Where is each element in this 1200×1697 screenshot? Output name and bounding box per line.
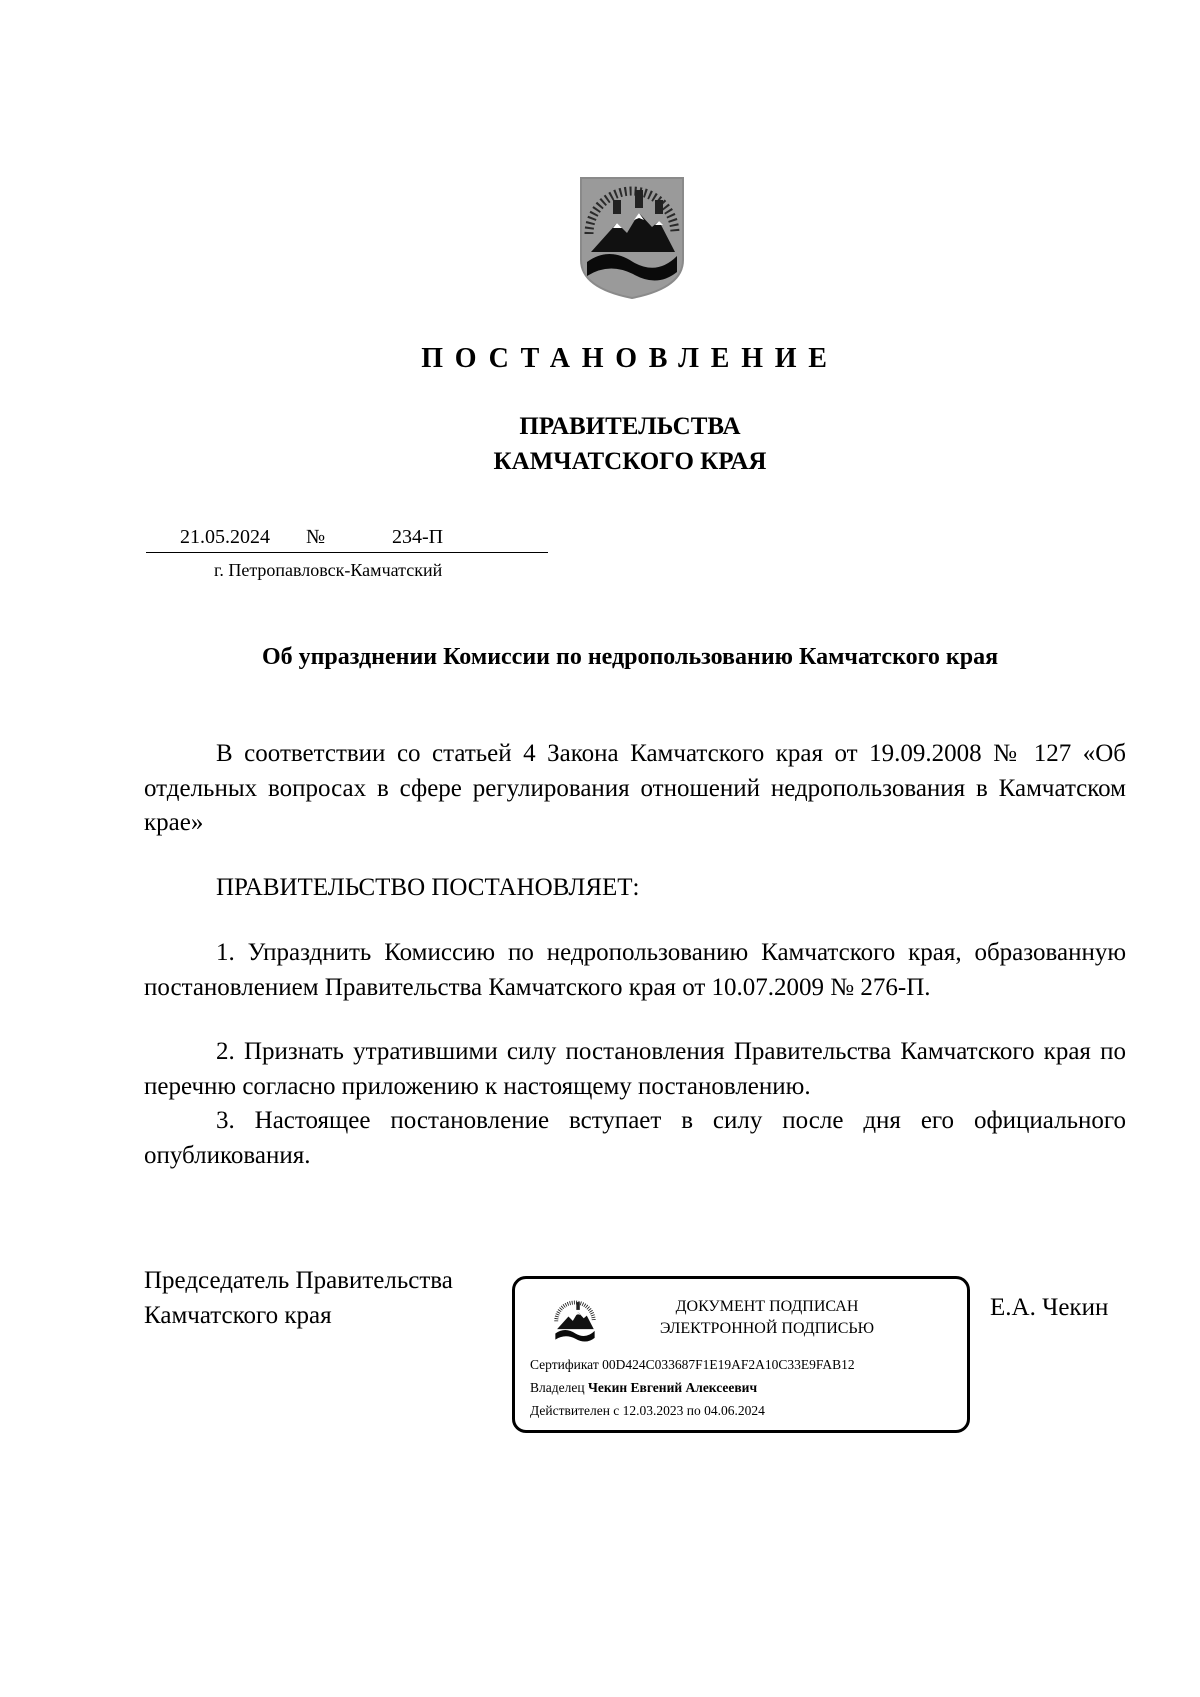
stamp-owner-row xyxy=(530,1380,757,1396)
number-sign: № xyxy=(306,526,326,548)
issuer-line-2: КАМЧАТСКОГО КРАЯ xyxy=(493,448,767,475)
owner-label: Владелец xyxy=(530,1380,585,1395)
decree-line: ПРАВИТЕЛЬСТВО ПОСТАНОВЛЯЕТ: xyxy=(216,874,640,901)
stamp-validity-row xyxy=(530,1403,765,1419)
kamchatka-coat-of-arms-icon xyxy=(577,176,687,300)
valid-from: 12.03.2023 xyxy=(622,1403,684,1418)
preamble-paragraph: В соответствии со статьей 4 Закона Камчатского края от 19.09.2008 № 127 «Об отдельных вопросах в сфере регулирования отношений недропользования в Камчатском крае» xyxy=(144,740,1126,836)
kamchatka-coat-of-arms-icon xyxy=(551,1295,599,1351)
document-title: Об упразднении Комиссии по недропользованию Камчатского края xyxy=(261,644,999,670)
owner-value: Чекин Евгений Алексеевич xyxy=(587,1380,758,1395)
stamp-heading-line-1: ДОКУМЕНТ ПОДПИСАН xyxy=(675,1298,859,1315)
signatory-position-line-1: Председатель Правительства xyxy=(144,1267,453,1294)
valid-to: 04.06.2024 xyxy=(704,1403,765,1418)
document-number: 234-П xyxy=(392,526,444,548)
signatory-position-line-2: Камчатского края xyxy=(144,1302,332,1329)
list-item: 1. Упразднить Комиссию по недропользованию Камчатского края, образованную постановлением Правительства Камчатского края от 10.07.2009 № 276-П. xyxy=(144,939,1126,1001)
electronic-signature-stamp xyxy=(512,1276,970,1433)
certificate-label: Сертификат xyxy=(530,1357,599,1372)
signatory-position xyxy=(144,1263,453,1333)
stamp-heading-line-2: ЭЛЕКТРОННОЙ ПОДПИСЬЮ xyxy=(659,1320,875,1337)
issuer-line-1: ПРАВИТЕЛЬСТВА xyxy=(519,413,741,440)
certificate-value: 00D424C033687F1E19AF2A10C33E9FAB12 xyxy=(602,1357,855,1372)
signatory-name: Е.А. Чекин xyxy=(990,1294,1109,1321)
date-number-line xyxy=(146,526,548,556)
stamp-certificate-row xyxy=(530,1357,855,1373)
list-item: 2. Признать утратившими силу постановления Правительства Камчатского края по перечню согласно приложению к настоящему постановлению. xyxy=(144,1038,1126,1100)
document-type-heading: ПОСТАНОВЛЕНИЕ xyxy=(421,343,839,374)
list-item: 3. Настоящее постановление вступает в силу после дня его официального опубликования. xyxy=(144,1107,1126,1169)
underline-rule xyxy=(146,552,548,553)
place-of-issue: г. Петропавловск-Камчатский xyxy=(214,560,443,580)
valid-to-label: по xyxy=(686,1403,701,1418)
valid-label: Действителен с xyxy=(530,1403,620,1418)
document-date: 21.05.2024 xyxy=(180,526,270,548)
